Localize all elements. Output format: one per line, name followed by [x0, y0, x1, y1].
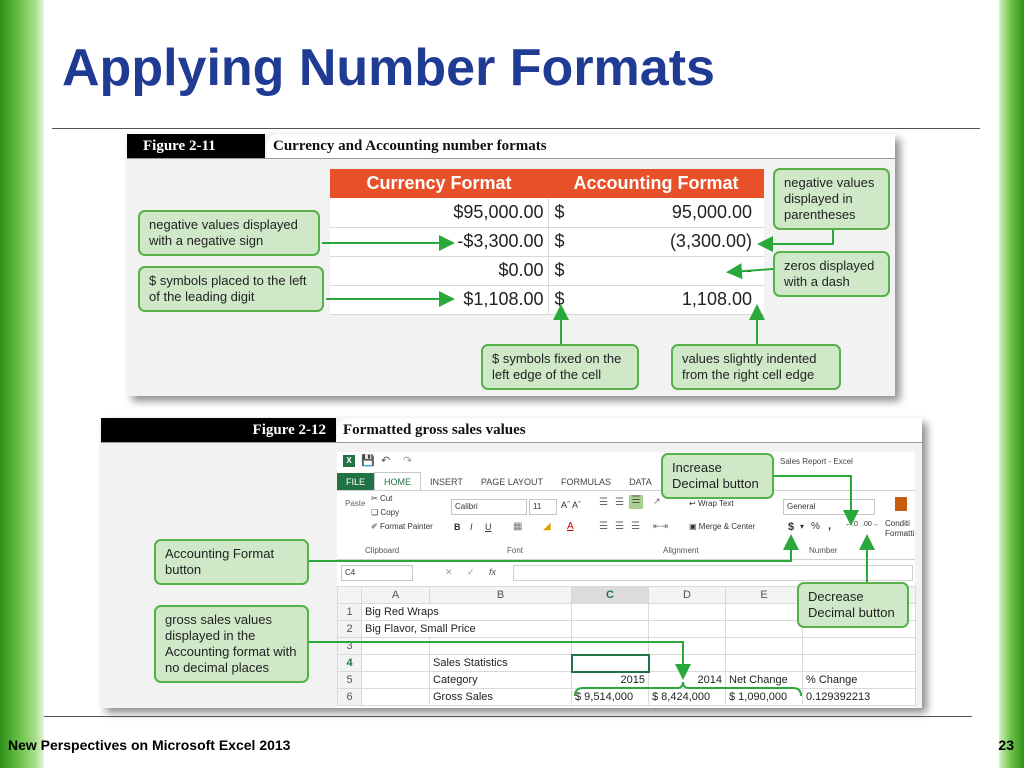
clipboard-group-label: Clipboard: [365, 546, 400, 555]
cell[interactable]: 0.129392213: [803, 689, 916, 706]
cell[interactable]: Big Flavor, Small Price: [362, 621, 572, 638]
cell[interactable]: Gross Sales: [430, 689, 572, 706]
grow-font-icon[interactable]: Aˆ Aˇ: [561, 500, 582, 510]
cell[interactable]: 2014: [649, 672, 726, 689]
bottom-align-icon[interactable]: ☰: [629, 495, 643, 509]
slide-title: Applying Number Formats: [62, 39, 715, 97]
accounting-cell: 95,000.00: [570, 198, 764, 227]
figure-2-11-number: Figure 2-11: [127, 134, 265, 158]
arrow-increase-decimal: [774, 476, 851, 522]
currency-cell: -$3,300.00: [330, 227, 548, 256]
column-header[interactable]: A: [362, 587, 430, 604]
enter-icon[interactable]: ✓: [467, 567, 475, 577]
callout-zeros-dash: zeros displayed with a dash: [773, 251, 890, 297]
increase-decimal-button[interactable]: ←.0: [845, 521, 858, 528]
conditional-formatting-label-2[interactable]: Formatti: [885, 529, 915, 538]
left-green-bar: [0, 0, 44, 768]
align-right-icon[interactable]: ☰: [631, 521, 640, 532]
font-size-box[interactable]: 11: [529, 499, 557, 515]
footer-divider: [44, 716, 972, 717]
title-divider: [52, 128, 980, 129]
column-header[interactable]: C: [572, 587, 649, 604]
currency-cell: $0.00: [330, 256, 548, 285]
row-header[interactable]: 2: [338, 621, 362, 638]
accounting-format-button[interactable]: $: [788, 521, 795, 533]
cell[interactable]: 2015: [572, 672, 649, 689]
font-color-icon[interactable]: A: [567, 521, 574, 532]
callout-negative-sign: negative values displayed with a negative sign: [138, 210, 320, 256]
tab-home[interactable]: HOME: [374, 472, 421, 491]
comma-style-button[interactable]: ,: [828, 520, 832, 532]
paste-button[interactable]: Paste: [345, 499, 366, 508]
figure-2-12-arrows: [101, 418, 922, 708]
accounting-header: Accounting Format: [548, 169, 764, 198]
merge-center-label: Merge & Center: [698, 522, 756, 531]
accounting-symbol: $: [548, 227, 570, 256]
arrow-parentheses: [761, 230, 833, 244]
top-align-icon[interactable]: ☰: [599, 497, 608, 508]
callout-increase-decimal: Increase Decimal button: [661, 453, 774, 499]
save-icon[interactable]: 💾: [361, 455, 375, 467]
row-header[interactable]: 4: [338, 655, 362, 672]
format-painter-label: Format Painter: [379, 522, 433, 531]
callout-fixed-left: $ symbols fixed on the left edge of the cell: [481, 344, 639, 390]
column-header[interactable]: E: [726, 587, 803, 604]
cell[interactable]: % Change: [803, 672, 916, 689]
figure-2-11-arrows: [127, 134, 895, 396]
callout-parentheses: negative values displayed in parentheses: [773, 168, 890, 230]
figure-2-11-panel: [127, 134, 895, 396]
name-box[interactable]: C4: [341, 565, 413, 581]
merge-icon: ▣: [689, 522, 697, 531]
wrap-text-icon: ↩: [689, 499, 696, 508]
callout-gross-sales: gross sales values displayed in the Accounting format with no decimal places: [154, 605, 309, 683]
window-title: Sales Report - Excel: [780, 457, 853, 466]
figure-2-12-number: Figure 2-12: [101, 418, 336, 442]
bold-icon[interactable]: B: [454, 522, 461, 532]
cell[interactable]: $ 1,090,000: [726, 689, 803, 706]
wrap-text-label: Wrap Text: [697, 499, 734, 508]
fx-icon[interactable]: fx: [489, 567, 497, 577]
fill-color-icon[interactable]: ◢: [543, 521, 551, 532]
align-left-icon[interactable]: ☰: [599, 521, 608, 532]
italic-icon[interactable]: I: [470, 522, 473, 532]
accounting-cell: -: [570, 256, 764, 285]
arrow-gross-sales: [309, 642, 683, 676]
row-header[interactable]: 6: [338, 689, 362, 706]
callout-decrease-decimal: Decrease Decimal button: [797, 582, 909, 628]
cell[interactable]: $ 8,424,000: [649, 689, 726, 706]
bracket-gross-sales: [575, 682, 801, 696]
indent-icons[interactable]: ⇤⇥: [653, 521, 669, 531]
number-format-box[interactable]: General: [783, 499, 875, 515]
borders-icon[interactable]: ▦: [513, 521, 523, 532]
cell[interactable]: $ 9,514,000: [572, 689, 649, 706]
row-header[interactable]: 3: [338, 638, 362, 655]
cut-icon: ✂: [371, 494, 378, 503]
brush-icon: ✐: [371, 522, 378, 531]
tab-insert[interactable]: INSERT: [430, 477, 463, 487]
font-name-box[interactable]: Calibri: [451, 499, 527, 515]
tab-file[interactable]: FILE: [337, 473, 374, 491]
accounting-dropdown-icon[interactable]: ▾: [800, 522, 805, 531]
copy-icon: ❏: [371, 508, 379, 517]
cell[interactable]: Category: [430, 672, 572, 689]
callout-accounting-button: Accounting Format button: [154, 539, 309, 585]
figure-2-12-caption: Formatted gross sales values: [337, 418, 922, 442]
orientation-icon[interactable]: ↗: [653, 496, 661, 506]
tab-data[interactable]: DATA: [629, 477, 652, 487]
copy-label: Copy: [380, 508, 400, 517]
accounting-symbol: $: [548, 198, 570, 227]
right-green-bar: [998, 0, 1024, 768]
font-group-label: Font: [507, 546, 524, 555]
figure-2-12-panel: [101, 418, 922, 708]
tab-page-layout[interactable]: PAGE LAYOUT: [480, 477, 544, 487]
column-header[interactable]: B: [430, 587, 572, 604]
cell[interactable]: Net Change: [726, 672, 803, 689]
conditional-formatting-label-1[interactable]: Conditi: [885, 519, 910, 528]
page-number: 23: [998, 737, 1014, 753]
figure-2-11-caption: Currency and Accounting number formats: [267, 134, 895, 158]
excel-logo-icon: X: [343, 455, 355, 467]
row-header[interactable]: 5: [338, 672, 362, 689]
accounting-cell: (3,300.00): [570, 227, 764, 256]
currency-cell: $1,108.00: [330, 285, 548, 314]
align-center-icon[interactable]: ☰: [615, 521, 624, 532]
cell[interactable]: Sales Statistics: [430, 655, 572, 672]
cut-label: Cut: [379, 494, 393, 503]
accounting-symbol: $: [548, 285, 570, 314]
alignment-group-label: Alignment: [663, 546, 699, 555]
underline-icon[interactable]: U: [485, 522, 492, 532]
arrow-accounting-button: [309, 538, 791, 561]
currency-cell: $95,000.00: [330, 198, 548, 227]
currency-header: Currency Format: [330, 169, 548, 198]
arrow-zeros-dash: [730, 269, 773, 272]
accounting-cell: 1,108.00: [570, 285, 764, 314]
undo-icon[interactable]: ↶: [381, 455, 391, 467]
callout-indented: values slightly indented from the right cell edge: [671, 344, 841, 390]
percent-style-button[interactable]: %: [811, 521, 820, 532]
middle-align-icon[interactable]: ☰: [615, 497, 624, 508]
cancel-icon[interactable]: ✕: [445, 567, 453, 577]
cell[interactable]: Big Red Wraps: [362, 604, 572, 621]
row-header[interactable]: 1: [338, 604, 362, 621]
tab-formulas[interactable]: FORMULAS: [561, 477, 612, 487]
callout-leading-digit: $ symbols placed to the left of the leading digit: [138, 266, 324, 312]
column-header[interactable]: D: [649, 587, 726, 604]
redo-icon[interactable]: ↷: [403, 455, 413, 467]
accounting-symbol: $: [548, 256, 570, 285]
footer-text: New Perspectives on Microsoft Excel 2013: [8, 737, 291, 753]
number-group-label: Number: [809, 546, 838, 555]
decrease-decimal-button[interactable]: .00→: [862, 521, 879, 528]
